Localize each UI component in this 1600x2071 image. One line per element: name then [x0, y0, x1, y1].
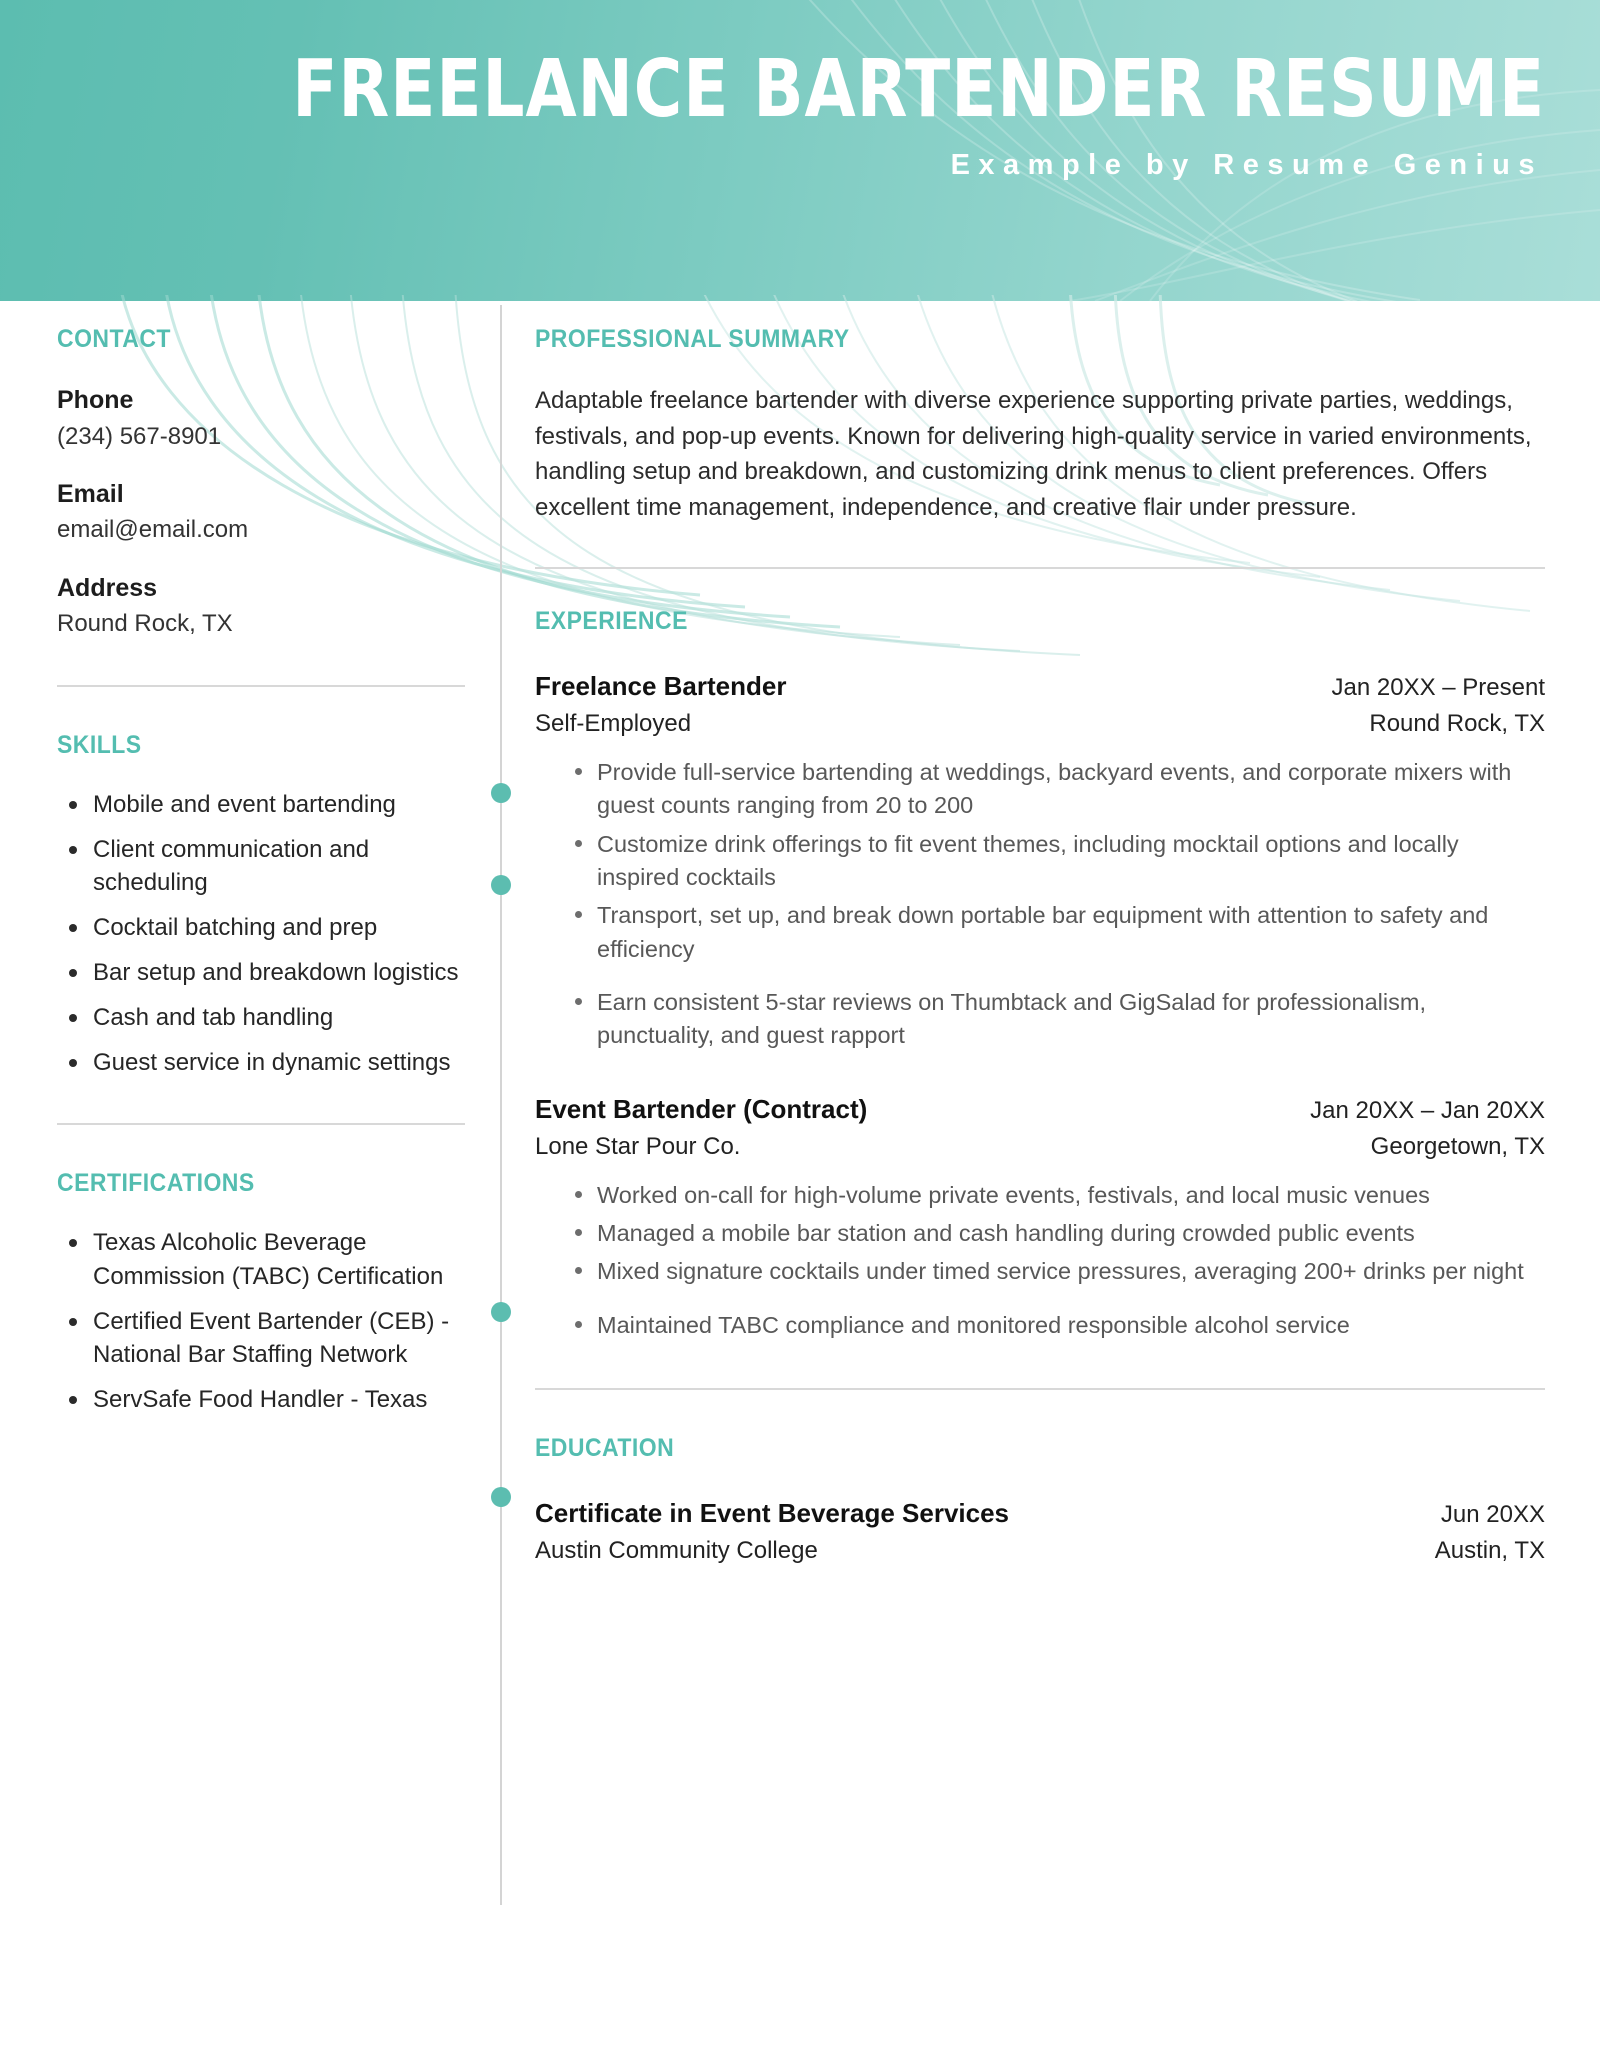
header-text-group [198, 43, 1545, 182]
list-item: Managed a mobile bar station and cash handling during crowded public events [565, 1217, 1545, 1250]
list-item: Client communication and scheduling [57, 833, 465, 899]
education-entry-header [535, 1497, 1545, 1531]
contact-item-phone [57, 384, 465, 453]
contact-item-address [57, 572, 465, 641]
list-item: Earn consistent 5-star reviews on Thumbtack and GigSalad for professionalism, punctuality, and guest rapport [565, 986, 1545, 1053]
job-bullets [535, 1179, 1545, 1342]
sidebar-column [0, 325, 500, 1565]
job-location: Georgetown, TX [1370, 1132, 1545, 1160]
job-bullets [535, 756, 1545, 1053]
job-location: Round Rock, TX [1369, 709, 1545, 737]
job-dates: Jan 20XX – Present [1331, 674, 1545, 702]
main-divider-2 [535, 1388, 1545, 1390]
resume-header-banner [0, 0, 1600, 301]
summary-heading: PROFESSIONAL SUMMARY [535, 325, 850, 353]
skills-heading: SKILLS [57, 730, 142, 759]
experience-entry [535, 670, 1545, 1053]
list-item: Mobile and event bartending [57, 788, 465, 821]
experience-section [535, 607, 1545, 1342]
sidebar-divider-1 [57, 685, 465, 687]
degree-date: Jun 20XX [1440, 1500, 1545, 1528]
contact-label-email: Email [57, 479, 124, 508]
experience-entry [535, 1093, 1545, 1342]
resume-body [0, 301, 1600, 1565]
experience-entry-subheader [535, 1133, 1545, 1161]
summary-text: Adaptable freelance bartender with diverse experience supporting private parties, weddings, festivals, and pop-up events. Known for delivering high-quality service in varied environments, handling setup and breakdown, and customizing drink menus to client preferences. Offers excellent time management, independence, and creative flair under pressure. [535, 387, 1532, 521]
certifications-section [57, 1169, 465, 1416]
experience-entry-header [535, 670, 1545, 704]
experience-entry-subheader [535, 710, 1545, 738]
contact-list [57, 384, 465, 641]
list-item: Texas Alcoholic Beverage Commission (TABC) Certification [57, 1226, 465, 1292]
school-name: Austin Community College [535, 1536, 818, 1564]
list-item: Cocktail batching and prep [57, 911, 465, 944]
list-item: Customize drink offerings to fit event themes, including mocktail options and locally inspired cocktails [565, 828, 1545, 895]
job-title: Event Bartender (Contract) [535, 1093, 868, 1124]
education-entry [535, 1497, 1545, 1565]
education-heading: EDUCATION [535, 1433, 675, 1462]
contact-label-phone: Phone [57, 386, 134, 414]
list-item: Provide full-service bartending at weddings, backyard events, and corporate mixers with guest counts ranging from 20 to 200 [565, 756, 1545, 823]
contact-value-phone[interactable]: (234) 567-8901 [57, 422, 222, 450]
contact-value-email[interactable]: email@email.com [57, 516, 249, 544]
job-dates: Jan 20XX – Jan 20XX [1310, 1096, 1545, 1124]
contact-value-address: Round Rock, TX [57, 610, 233, 638]
timeline-dot-experience [491, 875, 511, 895]
timeline-divider [500, 325, 502, 1565]
page-subtitle: Example by Resume Genius [950, 149, 1543, 182]
list-item: Mixed signature cocktails under timed service pressures, averaging 200+ drinks per night [565, 1255, 1545, 1288]
skills-section [57, 731, 465, 1080]
list-item: ServSafe Food Handler - Texas [57, 1383, 465, 1416]
list-item: Certified Event Bartender (CEB) - National Bar Staffing Network [57, 1305, 465, 1371]
timeline-dot-summary [491, 783, 511, 803]
list-item: Bar setup and breakdown logistics [57, 956, 465, 989]
timeline-dot-experience-2 [491, 1302, 511, 1322]
degree-title: Certificate in Event Beverage Services [535, 1497, 1010, 1528]
job-title: Freelance Bartender [535, 671, 787, 702]
timeline-dot-education [491, 1487, 511, 1507]
certifications-list [57, 1226, 465, 1416]
main-column [502, 325, 1600, 1565]
list-item: Worked on-call for high-volume private events, festivals, and local music venues [565, 1179, 1545, 1212]
experience-entry-header [535, 1093, 1545, 1127]
timeline-line [500, 305, 502, 1905]
contact-heading: CONTACT [57, 325, 171, 353]
certifications-heading: CERTIFICATIONS [57, 1169, 255, 1198]
sidebar-divider-2 [57, 1123, 465, 1125]
contact-section [57, 325, 465, 641]
contact-item-email [57, 478, 465, 547]
contact-label-address: Address [57, 573, 158, 602]
summary-section [535, 325, 1545, 525]
page-title: FREELANCE BARTENDER RESUME [292, 43, 1545, 135]
education-entry-subheader [535, 1537, 1545, 1565]
list-item: Maintained TABC compliance and monitored responsible alcohol service [565, 1309, 1545, 1342]
list-item: Transport, set up, and break down portable bar equipment with attention to safety and efficiency [565, 899, 1545, 966]
main-divider-1 [535, 567, 1545, 569]
job-employer: Self-Employed [535, 709, 692, 737]
experience-heading: EXPERIENCE [535, 607, 688, 636]
list-item: Guest service in dynamic settings [57, 1046, 465, 1079]
list-item: Cash and tab handling [57, 1001, 465, 1034]
skills-list [57, 788, 465, 1080]
job-employer: Lone Star Pour Co. [535, 1132, 741, 1160]
education-section [535, 1434, 1545, 1565]
school-location: Austin, TX [1434, 1536, 1545, 1564]
